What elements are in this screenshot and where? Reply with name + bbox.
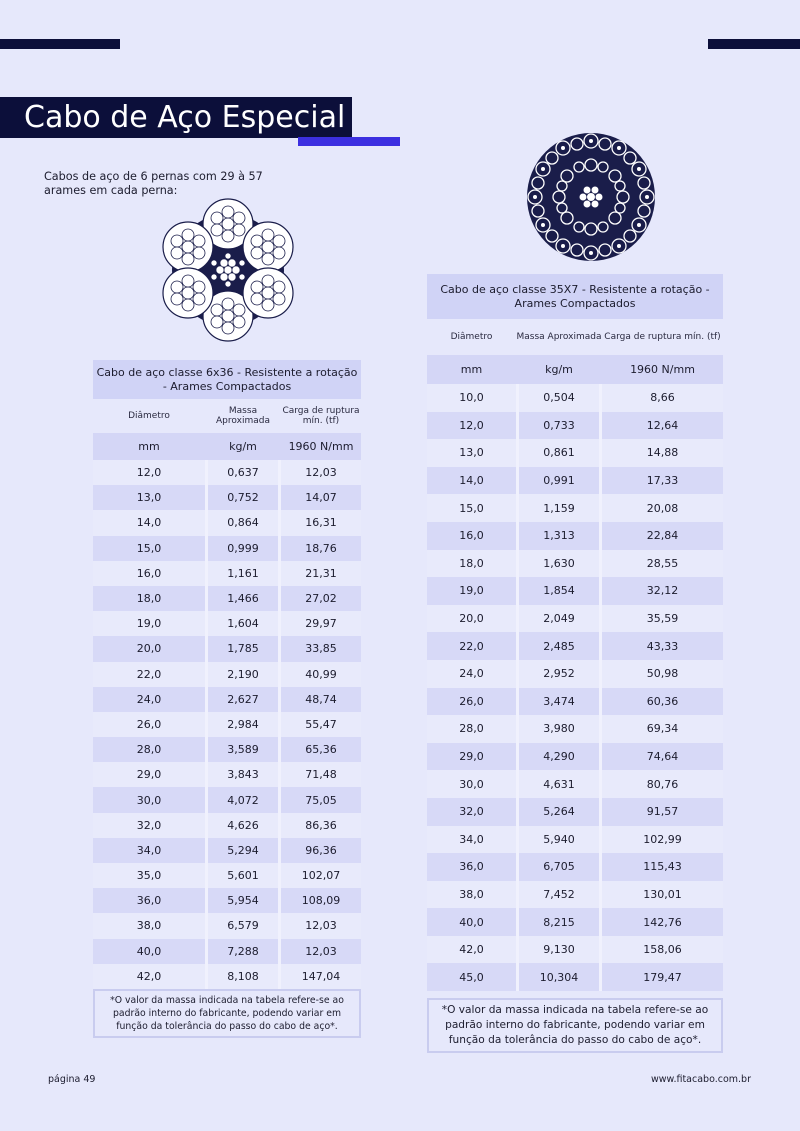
table-row — [93, 662, 361, 687]
table-row — [93, 586, 361, 611]
cell-mass: 3,589 — [205, 737, 281, 762]
table-row — [427, 660, 723, 688]
cell-mass: 10,304 — [516, 963, 602, 991]
page-number: página 49 — [48, 1074, 96, 1085]
cell-mass: 0,864 — [205, 510, 281, 535]
cell-mass: 4,631 — [516, 770, 602, 798]
cell-diameter: 36,0 — [427, 853, 516, 881]
cell-mass: 0,504 — [516, 384, 602, 412]
unit-mass: kg/m — [205, 433, 281, 460]
cell-diameter: 14,0 — [93, 510, 205, 535]
top-right-decor-bar — [708, 39, 800, 49]
column-header-diameter: Diâmetro — [450, 332, 493, 342]
cell-diameter: 13,0 — [93, 485, 205, 510]
cell-mass: 5,940 — [516, 826, 602, 854]
cell-mass: 4,290 — [516, 743, 602, 771]
cell-diameter: 26,0 — [427, 688, 516, 716]
cell-breaking-load: 12,03 — [281, 913, 361, 938]
cell-mass: 5,264 — [516, 798, 602, 826]
cell-diameter: 32,0 — [93, 813, 205, 838]
cell-diameter: 29,0 — [93, 762, 205, 787]
table-row — [93, 964, 361, 989]
cell-mass: 2,485 — [516, 632, 602, 660]
cell-mass: 7,452 — [516, 881, 602, 909]
website-link[interactable]: www.fitacabo.com.br — [651, 1074, 751, 1085]
cell-breaking-load: 50,98 — [602, 660, 723, 688]
table-row — [93, 838, 361, 863]
cell-diameter: 18,0 — [427, 550, 516, 578]
cell-mass: 1,466 — [205, 586, 281, 611]
steel-rope-6-strand-cross-section-icon — [161, 196, 295, 344]
cell-breaking-load: 20,08 — [602, 494, 723, 522]
cell-diameter: 12,0 — [427, 412, 516, 440]
column-header-diameter: Diâmetro — [128, 411, 170, 421]
cell-mass: 1,161 — [205, 561, 281, 586]
cell-diameter: 38,0 — [427, 881, 516, 909]
table-row — [427, 550, 723, 578]
table-row — [93, 460, 361, 485]
table-row — [427, 826, 723, 854]
cell-diameter: 40,0 — [427, 908, 516, 936]
table-row — [427, 770, 723, 798]
table-row — [427, 467, 723, 495]
cell-diameter: 15,0 — [427, 494, 516, 522]
cell-diameter: 28,0 — [427, 715, 516, 743]
cell-diameter: 42,0 — [93, 964, 205, 989]
column-header-breaking-load: Carga de ruptura mín. (tf) — [282, 406, 360, 426]
table-row — [427, 963, 723, 991]
table-row — [427, 439, 723, 467]
cell-diameter: 20,0 — [427, 605, 516, 633]
table-row — [427, 412, 723, 440]
cell-breaking-load: 21,31 — [281, 561, 361, 586]
table-row — [93, 712, 361, 737]
table-row — [427, 605, 723, 633]
table-row — [93, 813, 361, 838]
column-header-breaking-load: Carga de ruptura mín. (tf) — [604, 332, 721, 342]
cell-diameter: 26,0 — [93, 712, 205, 737]
cell-mass: 5,294 — [205, 838, 281, 863]
cell-breaking-load: 91,57 — [602, 798, 723, 826]
cell-mass: 1,854 — [516, 577, 602, 605]
cell-breaking-load: 75,05 — [281, 787, 361, 812]
unit-diameter: mm — [93, 433, 205, 460]
table-35x7 — [427, 274, 723, 991]
table-caption: Cabo de aço classe 6x36 - Resistente a rotação - Arames Compactados — [93, 360, 361, 399]
cell-breaking-load: 43,33 — [602, 632, 723, 660]
table-row — [427, 936, 723, 964]
table-row — [427, 494, 723, 522]
table-row — [427, 384, 723, 412]
cell-diameter: 14,0 — [427, 467, 516, 495]
unit-breaking-load: 1960 N/mm — [281, 433, 361, 460]
cell-diameter: 34,0 — [427, 826, 516, 854]
cell-mass: 6,579 — [205, 913, 281, 938]
cell-breaking-load: 80,76 — [602, 770, 723, 798]
cell-mass: 3,980 — [516, 715, 602, 743]
cell-breaking-load: 22,84 — [602, 522, 723, 550]
cell-breaking-load: 142,76 — [602, 908, 723, 936]
cell-diameter: 19,0 — [93, 611, 205, 636]
table-row — [93, 737, 361, 762]
table-row — [93, 536, 361, 561]
cell-breaking-load: 17,33 — [602, 467, 723, 495]
cell-breaking-load: 179,47 — [602, 963, 723, 991]
cell-breaking-load: 71,48 — [281, 762, 361, 787]
cell-mass: 2,984 — [205, 712, 281, 737]
table-row — [93, 687, 361, 712]
table-row — [427, 853, 723, 881]
cell-mass: 0,637 — [205, 460, 281, 485]
intro-text: Cabos de aço de 6 pernas com 29 à 57 arames em cada perna: — [44, 170, 263, 197]
cell-breaking-load: 35,59 — [602, 605, 723, 633]
cell-mass: 5,954 — [205, 888, 281, 913]
cell-breaking-load: 86,36 — [281, 813, 361, 838]
cell-diameter: 20,0 — [93, 636, 205, 661]
cell-mass: 5,601 — [205, 863, 281, 888]
cell-breaking-load: 65,36 — [281, 737, 361, 762]
cell-breaking-load: 96,36 — [281, 838, 361, 863]
cell-mass: 1,313 — [516, 522, 602, 550]
table-row — [93, 485, 361, 510]
cell-mass: 1,159 — [516, 494, 602, 522]
cell-diameter: 12,0 — [93, 460, 205, 485]
top-left-decor-bar — [0, 39, 120, 49]
cell-diameter: 40,0 — [93, 939, 205, 964]
title-accent-bar — [298, 137, 400, 146]
cell-diameter: 16,0 — [93, 561, 205, 586]
table-row — [427, 522, 723, 550]
table-footnote: *O valor da massa indicada na tabela refere-se ao padrão interno do fabricante, podendo variar em função da tolerância do passo do cabo de aço*. — [427, 998, 723, 1053]
cell-mass: 4,626 — [205, 813, 281, 838]
cell-breaking-load: 48,74 — [281, 687, 361, 712]
cell-breaking-load: 8,66 — [602, 384, 723, 412]
table-row — [427, 688, 723, 716]
cell-breaking-load: 12,64 — [602, 412, 723, 440]
table-caption: Cabo de aço classe 35X7 - Resistente a rotação - Arames Compactados — [427, 274, 723, 319]
cell-breaking-load: 32,12 — [602, 577, 723, 605]
cell-diameter: 38,0 — [93, 913, 205, 938]
steel-rope-35x7-cross-section-icon — [525, 131, 657, 263]
cell-mass: 3,843 — [205, 762, 281, 787]
cell-diameter: 36,0 — [93, 888, 205, 913]
table-row — [93, 762, 361, 787]
cell-mass: 2,049 — [516, 605, 602, 633]
cell-breaking-load: 28,55 — [602, 550, 723, 578]
cell-mass: 2,952 — [516, 660, 602, 688]
cell-breaking-load: 60,36 — [602, 688, 723, 716]
cell-breaking-load: 158,06 — [602, 936, 723, 964]
table-row — [427, 908, 723, 936]
table-row — [93, 863, 361, 888]
cell-diameter: 30,0 — [93, 787, 205, 812]
table-row — [93, 939, 361, 964]
cell-diameter: 19,0 — [427, 577, 516, 605]
cell-diameter: 42,0 — [427, 936, 516, 964]
cell-breaking-load: 102,07 — [281, 863, 361, 888]
cell-mass: 2,627 — [205, 687, 281, 712]
unit-diameter: mm — [427, 355, 516, 384]
table-row — [93, 510, 361, 535]
cell-diameter: 29,0 — [427, 743, 516, 771]
cell-breaking-load: 18,76 — [281, 536, 361, 561]
column-header-mass: Massa Aproximada — [216, 406, 270, 426]
cell-diameter: 34,0 — [93, 838, 205, 863]
cell-mass: 2,190 — [205, 662, 281, 687]
cell-breaking-load: 108,09 — [281, 888, 361, 913]
cell-mass: 7,288 — [205, 939, 281, 964]
cell-breaking-load: 147,04 — [281, 964, 361, 989]
cell-mass: 0,861 — [516, 439, 602, 467]
cell-diameter: 10,0 — [427, 384, 516, 412]
cell-breaking-load: 74,64 — [602, 743, 723, 771]
table-row — [93, 888, 361, 913]
cell-breaking-load: 115,43 — [602, 853, 723, 881]
table-row — [427, 715, 723, 743]
cell-diameter: 16,0 — [427, 522, 516, 550]
cell-diameter: 22,0 — [93, 662, 205, 687]
cell-breaking-load: 33,85 — [281, 636, 361, 661]
cell-diameter: 32,0 — [427, 798, 516, 826]
cell-breaking-load: 16,31 — [281, 510, 361, 535]
cell-mass: 1,785 — [205, 636, 281, 661]
cell-breaking-load: 12,03 — [281, 460, 361, 485]
cell-diameter: 24,0 — [427, 660, 516, 688]
cell-mass: 8,108 — [205, 964, 281, 989]
table-row — [427, 632, 723, 660]
cell-mass: 3,474 — [516, 688, 602, 716]
cell-breaking-load: 29,97 — [281, 611, 361, 636]
cell-breaking-load: 14,07 — [281, 485, 361, 510]
cell-mass: 8,215 — [516, 908, 602, 936]
column-header-mass: Massa Aproximada — [516, 332, 602, 342]
cell-breaking-load: 130,01 — [602, 881, 723, 909]
cell-breaking-load: 69,34 — [602, 715, 723, 743]
cell-diameter: 45,0 — [427, 963, 516, 991]
cell-mass: 1,630 — [516, 550, 602, 578]
cell-diameter: 15,0 — [93, 536, 205, 561]
table-row — [93, 561, 361, 586]
table-row — [93, 913, 361, 938]
table-row — [427, 743, 723, 771]
cell-breaking-load: 12,03 — [281, 939, 361, 964]
cell-mass: 0,752 — [205, 485, 281, 510]
unit-mass: kg/m — [516, 355, 602, 384]
cell-mass: 6,705 — [516, 853, 602, 881]
cell-mass: 4,072 — [205, 787, 281, 812]
table-row — [427, 798, 723, 826]
cell-diameter: 13,0 — [427, 439, 516, 467]
table-footnote: *O valor da massa indicada na tabela refere-se ao padrão interno do fabricante, podendo variar em função da tolerância do passo do cabo de aço*. — [93, 989, 361, 1038]
table-6x36 — [93, 360, 361, 989]
table-row — [93, 787, 361, 812]
cell-mass: 0,991 — [516, 467, 602, 495]
table-row — [93, 636, 361, 661]
cell-diameter: 28,0 — [93, 737, 205, 762]
cell-mass: 0,999 — [205, 536, 281, 561]
cell-breaking-load: 55,47 — [281, 712, 361, 737]
cell-mass: 9,130 — [516, 936, 602, 964]
cell-diameter: 24,0 — [93, 687, 205, 712]
cell-breaking-load: 102,99 — [602, 826, 723, 854]
unit-breaking-load: 1960 N/mm — [602, 355, 723, 384]
table-row — [427, 881, 723, 909]
cell-breaking-load: 40,99 — [281, 662, 361, 687]
cell-mass: 1,604 — [205, 611, 281, 636]
page-title: Cabo de Aço Especial — [0, 97, 352, 138]
table-row — [93, 611, 361, 636]
cell-diameter: 18,0 — [93, 586, 205, 611]
cell-mass: 0,733 — [516, 412, 602, 440]
cell-diameter: 30,0 — [427, 770, 516, 798]
table-row — [427, 577, 723, 605]
cell-diameter: 35,0 — [93, 863, 205, 888]
cell-breaking-load: 14,88 — [602, 439, 723, 467]
cell-diameter: 22,0 — [427, 632, 516, 660]
cell-breaking-load: 27,02 — [281, 586, 361, 611]
